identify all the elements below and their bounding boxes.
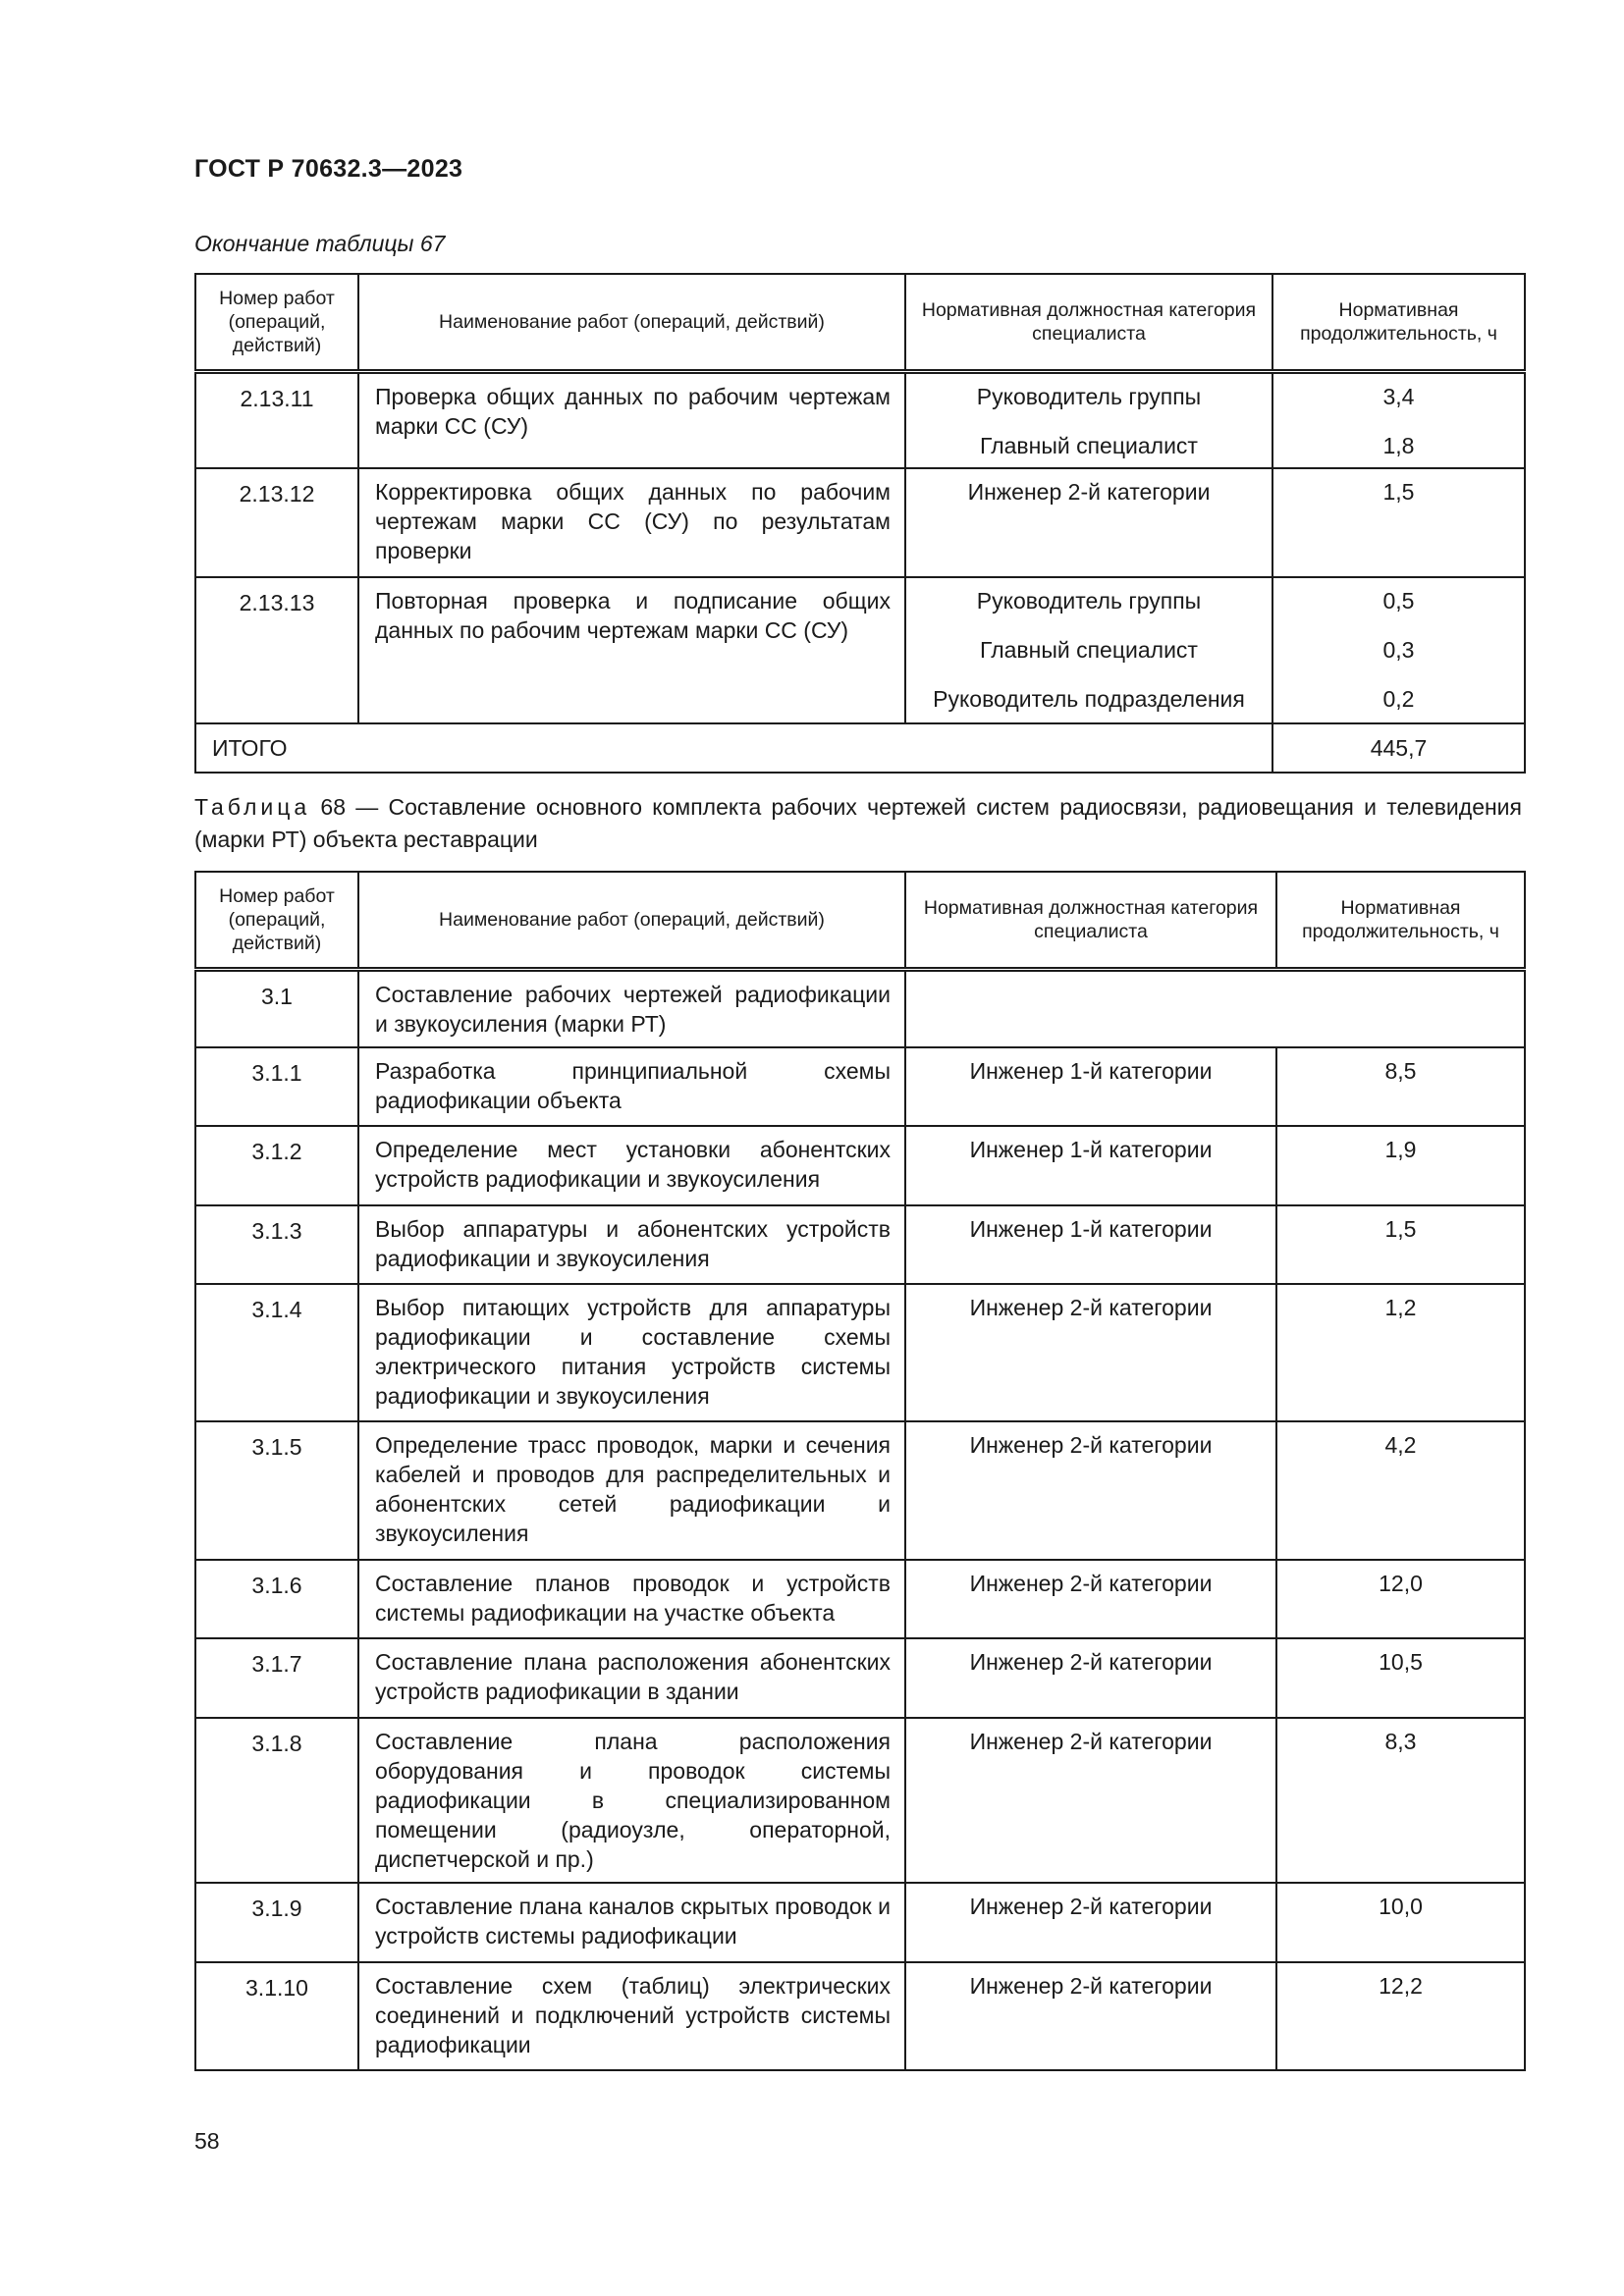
table-68-caption-prefix: Таблица [194,794,311,820]
table-row [195,1284,1525,1421]
page-number: 58 [194,2128,220,2154]
duration-value: 1,5 [1276,1205,1525,1284]
work-name: Проверка общих данных по рабочим чертежам марки СС (СУ) [358,371,905,468]
section-number: 3.1 [195,969,358,1047]
duration-value: 10,0 [1276,1883,1525,1962]
table-67 [194,273,1526,774]
table-68-caption [194,791,1522,856]
total-label: ИТОГО [195,723,1272,773]
duration-value: 3,4 [1382,383,1415,409]
table-row [195,1126,1525,1205]
section-name: Составление рабочих чертежей радиофикации и звукоусиления (марки РТ) [358,969,905,1047]
column-header-role: Нормативная должностная категория специалиста [905,274,1272,371]
specialist-role: Инженер 2-й категории [905,1718,1276,1883]
duration-value: 1,5 [1272,468,1525,577]
specialist-role: Руководитель группы [976,383,1202,409]
work-number: 2.13.13 [195,577,358,723]
work-number: 3.1.3 [195,1205,358,1284]
duration-value: 1,2 [1276,1284,1525,1421]
column-header-number: Номер работ (операций, действий) [195,872,358,969]
work-name: Составление планов проводок и устройств системы радиофикации на участке объекта [358,1560,905,1638]
work-number: 2.13.11 [195,371,358,468]
specialist-role: Инженер 2-й категории [905,1560,1276,1638]
specialist-role: Инженер 2-й категории [905,1284,1276,1421]
table-67-continuation-caption: Окончание таблицы 67 [194,231,446,256]
work-number: 3.1.2 [195,1126,358,1205]
work-name: Повторная проверка и подписание общих данных по рабочим чертежам марки СС (СУ) [358,577,905,723]
total-row [195,723,1525,773]
work-name: Составление плана расположения абонентских устройств радиофикации в здании [358,1638,905,1718]
total-value: 445,7 [1272,723,1525,773]
work-number: 3.1.8 [195,1718,358,1883]
specialist-role: Главный специалист [980,432,1198,458]
work-name: Разработка принципиальной схемы радиофикации объекта [358,1047,905,1126]
specialist-role: Инженер 1-й категории [905,1205,1276,1284]
duration-value: 12,0 [1276,1560,1525,1638]
table-row [195,1205,1525,1284]
work-name: Составление плана каналов скрытых проводок и устройств системы радиофикации [358,1883,905,1962]
work-number: 3.1.9 [195,1883,358,1962]
column-header-role: Нормативная должностная категория специалиста [905,872,1276,969]
specialist-role: Руководитель группы [976,588,1202,614]
duration-value: 0,2 [1382,686,1415,712]
document-code-header: ГОСТ Р 70632.3—2023 [194,155,463,183]
specialist-role: Инженер 2-й категории [905,468,1272,577]
table-row [195,1638,1525,1718]
column-header-number: Номер работ (операций, действий) [195,274,358,371]
section-row [195,969,1525,1047]
work-name: Выбор аппаратуры и абонентских устройств радиофикации и звукоусиления [358,1205,905,1284]
specialist-role: Главный специалист [980,637,1198,663]
specialist-roles [905,371,1272,468]
specialist-role: Инженер 2-й категории [905,1883,1276,1962]
work-number: 3.1.1 [195,1047,358,1126]
work-number: 3.1.4 [195,1284,358,1421]
table-row [195,371,1525,468]
table-row [195,1883,1525,1962]
table-row [195,577,1525,723]
work-number: 3.1.7 [195,1638,358,1718]
table-row [195,1421,1525,1560]
specialist-role: Инженер 1-й категории [905,1126,1276,1205]
specialist-role: Инженер 2-й категории [905,1962,1276,2070]
specialist-role: Инженер 2-й категории [905,1421,1276,1560]
duration-value: 0,5 [1382,588,1415,614]
column-header-duration: Нормативная продолжительность, ч [1272,274,1525,371]
duration-value: 4,2 [1276,1421,1525,1560]
work-number: 2.13.12 [195,468,358,577]
duration-value: 0,3 [1382,637,1415,663]
work-name: Корректировка общих данных по рабочим чертежам марки СС (СУ) по результатам проверки [358,468,905,577]
work-number: 3.1.6 [195,1560,358,1638]
duration-value: 1,9 [1276,1126,1525,1205]
durations [1272,577,1525,723]
work-number: 3.1.10 [195,1962,358,2070]
table-68 [194,871,1526,2071]
table-68-caption-text: 68 — Составление основного комплекта рабочих чертежей систем радиосвязи, радиовещания и телевидения (марки РТ) объекта реставрации [194,794,1522,852]
table-row [195,468,1525,577]
column-header-duration: Нормативная продолжительность, ч [1276,872,1525,969]
duration-value: 8,5 [1276,1047,1525,1126]
work-name: Составление плана расположения оборудования и проводок системы радиофикации в специализированном помещении (радиоузле, операторной, диспетчерской и пр.) [358,1718,905,1883]
specialist-role: Инженер 1-й категории [905,1047,1276,1126]
table-row [195,1962,1525,2070]
duration-value: 1,8 [1382,432,1415,458]
table-row [195,1560,1525,1638]
table-67-header-row [195,274,1525,371]
specialist-roles [905,577,1272,723]
work-number: 3.1.5 [195,1421,358,1560]
work-name: Определение трасс проводок, марки и сечения кабелей и проводов для распределительных и абонентских сетей радиофикации и звукоусиления [358,1421,905,1560]
column-header-name: Наименование работ (операций, действий) [358,274,905,371]
column-header-name: Наименование работ (операций, действий) [358,872,905,969]
duration-value: 8,3 [1276,1718,1525,1883]
work-name: Определение мест установки абонентских устройств радиофикации и звукоусиления [358,1126,905,1205]
table-row [195,1718,1525,1883]
table-row [195,1047,1525,1126]
durations [1272,371,1525,468]
specialist-role: Инженер 2-й категории [905,1638,1276,1718]
work-name: Выбор питающих устройств для аппаратуры радиофикации и составление схемы электрического питания устройств системы радиофикации и звукоусиления [358,1284,905,1421]
specialist-role: Руководитель подразделения [933,686,1245,712]
table-68-header-row [195,872,1525,969]
duration-value: 10,5 [1276,1638,1525,1718]
section-empty-cell [905,969,1525,1047]
work-name: Составление схем (таблиц) электрических соединений и подключений устройств системы радиофикации [358,1962,905,2070]
duration-value: 12,2 [1276,1962,1525,2070]
